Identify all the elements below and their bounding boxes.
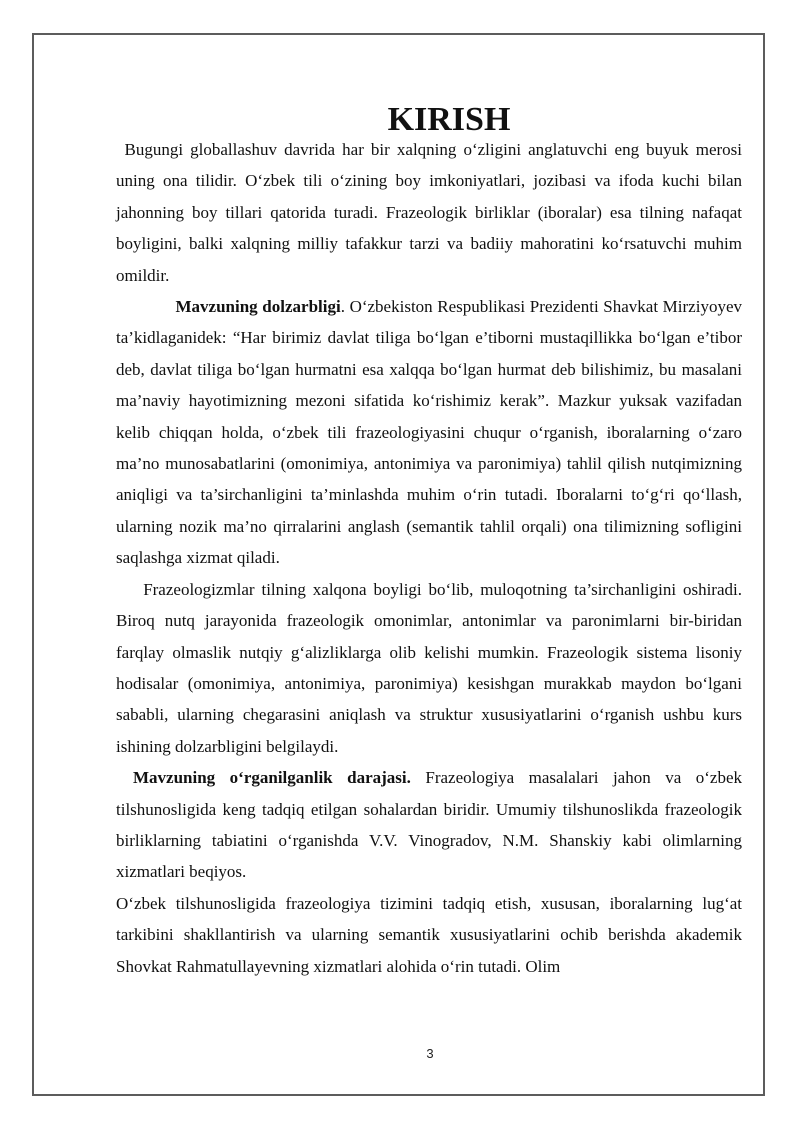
section-title: KIRISH bbox=[387, 101, 511, 138]
paragraph-heading: Mavzuning dolzarbligi bbox=[175, 297, 341, 317]
paragraph-heading: Mavzuning o‘rganilganlik darajasi. bbox=[133, 768, 411, 788]
research-degree-paragraph bbox=[116, 762, 742, 888]
paragraph-text: Frazeologizmlar tilning xalqona boyligi bo‘lib, muloqotning ta’sirchanligini oshiradi. Biroq nutq jarayonida frazeologik omonimlar, antonimlar va paronimlarni bir-biridan farqlay olmaslik nutqiy g‘alizliklarga olib kelishi mumkin. Frazeologik sistema lisoniy hodisalar (omonimiya, antonimiya, paronimiya) kesishgan murakkab maydon bo‘lgani sababli, ularning chegarasini aniqlash va struktur xususiyatlarini o‘rganish ushbu kurs ishining dolzarbligini belgilaydi. bbox=[116, 579, 742, 756]
intro-paragraph bbox=[116, 134, 742, 291]
paragraph-text: Bugungi globallashuv davrida har bir xalqning o‘zligini anglatuvchi eng buyuk merosi uning ona tilidir. O‘zbek tili o‘zining boy imkoniyatlari, jozibasi va ifoda kuchi bilan jahonning boy tillari qatorida turadi. Frazeologik birliklar (iboralar) esa tilning nafaqat boyligini, balki xalqning milliy tafakkur tarzi va badiiy mahoratini ko‘rsatuvchi muhim omildir. bbox=[116, 140, 742, 285]
page-number: 3 bbox=[426, 1046, 434, 1061]
relevance-paragraph bbox=[116, 291, 742, 574]
uzbek-linguistics-paragraph bbox=[116, 888, 742, 982]
paragraph-text: . O‘zbekiston Respublikasi Prezidenti Shavkat Mirziyoyev ta’kidlaganidek: “Har birimiz davlat tiliga bo‘lgan e’tiborni mustaqillikka bo‘lgan e’tibor deb, davlat tiliga bo‘lgan hurmatni esa xalqqa bo‘lgan hurmat deb bilishimiz, bu masalani ma’naviy hayotimizning mezoni sifatida ko‘rishimiz kerak”. Mazkur yuksak vazifadan kelib chiqqan holda, o‘zbek tili frazeologiyasini chuqur o‘rganish, iboralarning o‘zaro ma’no munosabatlarini (omonimiya, antonimiya va paronimiya) tahlil qilish nutqimizning aniqligi va ta’sirchanligini ta’minlashda muhim o‘rin tutadi. Iboralarni to‘g‘ri qo‘llash, ularning nozik ma’no qirralarini anglash (semantik tahlil orqali) ona tilimizning sofligini saqlashga xizmat qiladi. bbox=[116, 297, 742, 568]
paragraph-text: Frazeologiya masalalari jahon va o‘zbek tilshunosligida keng tadqiq etilgan sohalardan biridir. Umumiy tilshunoslikda frazeologik birliklarning tabiatini o‘rganishda V.V. Vinogradov, N.M. Shanskiy kabi olimlarning xizmatlari beqiyos. bbox=[116, 768, 742, 882]
document-body bbox=[116, 101, 742, 982]
paragraph-text: O‘zbek tilshunosligida frazeologiya tizimini tadqiq etish, xususan, iboralarning lug‘at tarkibini shakllantirish va ularning semantik xususiyatlarini ochib berishda akademik Shovkat Rahmatullayevning xizmatlari alohida o‘rin tutadi. Olim bbox=[116, 893, 742, 976]
phraseology-paragraph bbox=[116, 574, 742, 762]
